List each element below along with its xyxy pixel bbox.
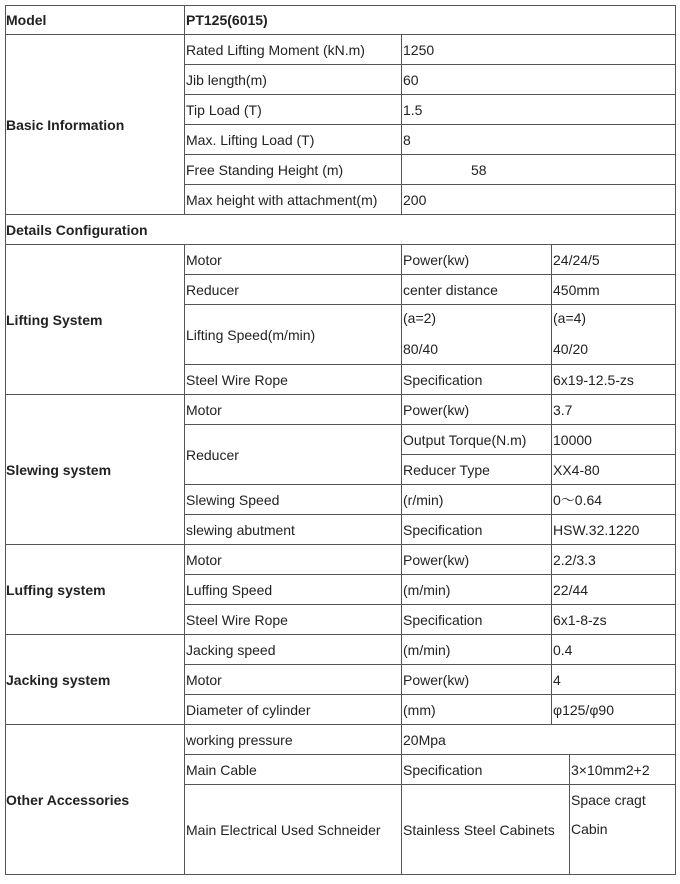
main-cable-value: 3×10mm2+2 bbox=[570, 755, 676, 785]
basic-row-value: 8 bbox=[402, 125, 676, 155]
lifting-rope-label: Steel Wire Rope bbox=[185, 365, 402, 395]
slewing-motor-value: 3.7 bbox=[552, 395, 676, 425]
basic-row-label: Free Standing Height (m) bbox=[185, 155, 402, 185]
jacking-cylinder-param: (mm) bbox=[402, 695, 552, 725]
luffing-speed-param: (m/min) bbox=[402, 575, 552, 605]
lifting-reducer-label: Reducer bbox=[185, 275, 402, 305]
slewing-abutment-value: HSW.32.1220 bbox=[552, 515, 676, 545]
basic-row-value: 1.5 bbox=[402, 95, 676, 125]
luffing-speed-label: Luffing Speed bbox=[185, 575, 402, 605]
lifting-motor-label: Motor bbox=[185, 245, 402, 275]
basic-row-label: Max. Lifting Load (T) bbox=[185, 125, 402, 155]
basic-row-label: Jib length(m) bbox=[185, 65, 402, 95]
luffing-motor-value: 2.2/3.3 bbox=[552, 545, 676, 575]
main-cable-param: Specification bbox=[402, 755, 570, 785]
lifting-speed-a2-label: (a=2) bbox=[403, 310, 437, 326]
slewing-motor-param: Power(kw) bbox=[402, 395, 552, 425]
slewing-speed-param: (r/min) bbox=[402, 485, 552, 515]
main-cable-label: Main Cable bbox=[185, 755, 402, 785]
luffing-rope-value: 6x1-8-zs bbox=[552, 605, 676, 635]
jacking-motor-label: Motor bbox=[185, 665, 402, 695]
slewing-system-label: Slewing system bbox=[5, 395, 185, 545]
slewing-torque-param: Output Torque(N.m) bbox=[402, 425, 552, 455]
electrical-cabinet: Stainless Steel Cabinets bbox=[402, 785, 570, 875]
spec-table bbox=[5, 5, 676, 875]
slewing-reducer-label: Reducer bbox=[185, 425, 402, 485]
jacking-speed-param: (m/min) bbox=[402, 635, 552, 665]
basic-info-label: Basic Information bbox=[5, 35, 185, 215]
cabin-cell bbox=[570, 785, 676, 875]
slewing-speed-label: Slewing Speed bbox=[185, 485, 402, 515]
lifting-speed-a4 bbox=[552, 305, 676, 365]
jacking-motor-param: Power(kw) bbox=[402, 665, 552, 695]
basic-row-value: 1250 bbox=[402, 35, 676, 65]
jacking-system-label: Jacking system bbox=[5, 635, 185, 725]
jacking-speed-value: 0.4 bbox=[552, 635, 676, 665]
basic-row-value: 58 bbox=[402, 155, 676, 185]
lifting-speed-a4-value: 40/20 bbox=[553, 341, 589, 357]
luffing-rope-label: Steel Wire Rope bbox=[185, 605, 402, 635]
other-accessories-label: Other Accessories bbox=[5, 725, 185, 875]
slewing-motor-label: Motor bbox=[185, 395, 402, 425]
lifting-rope-param: Specification bbox=[402, 365, 552, 395]
lifting-reducer-value: 450mm bbox=[552, 275, 676, 305]
slewing-abutment-label: slewing abutment bbox=[185, 515, 402, 545]
basic-row-value: 200 bbox=[402, 185, 676, 215]
lifting-motor-param: Power(kw) bbox=[402, 245, 552, 275]
basic-row-label: Tip Load (T) bbox=[185, 95, 402, 125]
basic-row-value: 60 bbox=[402, 65, 676, 95]
lifting-speed-a2 bbox=[402, 305, 552, 365]
slewing-speed-value: 0～0.64 bbox=[552, 485, 676, 515]
cabin-line-2: Cabin bbox=[571, 821, 608, 837]
lifting-system-label: Lifting System bbox=[5, 245, 185, 395]
electrical-label: Main Electrical Used Schneider bbox=[185, 785, 402, 875]
luffing-system-label: Luffing system bbox=[5, 545, 185, 635]
pressure-value: 20Mpa bbox=[402, 725, 676, 755]
lifting-motor-value: 24/24/5 bbox=[552, 245, 676, 275]
slewing-type-value: XX4-80 bbox=[552, 455, 676, 485]
luffing-motor-param: Power(kw) bbox=[402, 545, 552, 575]
slewing-type-param: Reducer Type bbox=[402, 455, 552, 485]
jacking-cylinder-value: φ125/φ90 bbox=[552, 695, 676, 725]
slewing-torque-value: 10000 bbox=[552, 425, 676, 455]
jacking-speed-label: Jacking speed bbox=[185, 635, 402, 665]
pressure-label: working pressure bbox=[185, 725, 402, 755]
slewing-abutment-param: Specification bbox=[402, 515, 552, 545]
jacking-cylinder-label: Diameter of cylinder bbox=[185, 695, 402, 725]
details-config-label: Details Configuration bbox=[5, 215, 676, 245]
basic-row-label: Rated Lifting Moment (kN.m) bbox=[185, 35, 402, 65]
jacking-motor-value: 4 bbox=[552, 665, 676, 695]
cabin-line-1: Space cragt bbox=[571, 792, 646, 808]
model-value: PT125(6015) bbox=[185, 5, 676, 35]
lifting-rope-value: 6x19-12.5-zs bbox=[552, 365, 676, 395]
luffing-speed-value: 22/44 bbox=[552, 575, 676, 605]
basic-row-label: Max height with attachment(m) bbox=[185, 185, 402, 215]
luffing-motor-label: Motor bbox=[185, 545, 402, 575]
lifting-reducer-param: center distance bbox=[402, 275, 552, 305]
lifting-speed-a2-value: 80/40 bbox=[403, 341, 439, 357]
luffing-rope-param: Specification bbox=[402, 605, 552, 635]
lifting-speed-a4-label: (a=4) bbox=[553, 310, 587, 326]
model-label: Model bbox=[5, 5, 185, 35]
lifting-speed-label: Lifting Speed(m/min) bbox=[185, 305, 402, 365]
